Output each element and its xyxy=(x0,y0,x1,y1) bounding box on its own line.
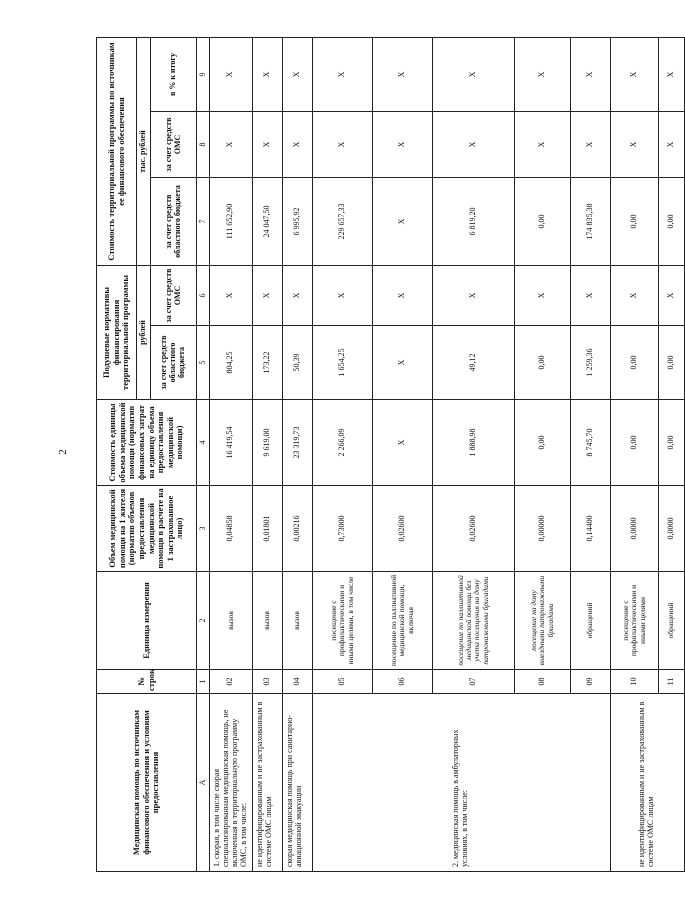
cost-budget-cell: 0,00 xyxy=(610,178,658,266)
header-cost-budget: за счет средств областного бюджета xyxy=(151,178,197,266)
cost-oms-cell: X xyxy=(210,112,253,178)
unit-cell: посещение с профилактическими и иными целями xyxy=(610,572,658,670)
table-row xyxy=(252,37,282,871)
index-cell: 4 xyxy=(197,400,210,486)
unit-cost-cell: 23 319,73 xyxy=(282,400,312,486)
unit-cell: посещение на дому выездными патронажными бригадами xyxy=(514,572,570,670)
header-thousand-rubles: тыс. рублей xyxy=(137,37,151,265)
unit-cost-cell: 0,00 xyxy=(610,400,658,486)
volume-cell: 0,02600 xyxy=(432,486,514,572)
norm-budget-cell: 0,00 xyxy=(610,326,658,400)
volume-cell: 0,14400 xyxy=(570,486,610,572)
row-number: 07 xyxy=(432,670,514,694)
cost-oms-cell: X xyxy=(252,112,282,178)
row-number: 05 xyxy=(312,670,372,694)
column-index-row xyxy=(197,37,210,871)
cost-budget-cell: 0,00 xyxy=(658,178,684,266)
percent-cell: X xyxy=(282,37,312,111)
table-row xyxy=(210,37,253,871)
header-cost-percent: в % к итогу xyxy=(151,37,197,111)
cost-budget-cell: 111 652,90 xyxy=(210,178,253,266)
percent-cell: X xyxy=(252,37,282,111)
volume-cell: 0,01801 xyxy=(252,486,282,572)
unit-cost-cell: 1 888,98 xyxy=(432,400,514,486)
norm-oms-cell: X xyxy=(514,266,570,326)
percent-cell: X xyxy=(610,37,658,111)
unit-cell: посещение по паллиативной медицинской помощи без учета посещения на дому патронажными бригадами xyxy=(432,572,514,670)
cost-oms-cell: X xyxy=(282,112,312,178)
unit-cost-cell: 0,00 xyxy=(514,400,570,486)
unit-cost-cell: 9 619,00 xyxy=(252,400,282,486)
row-number: 09 xyxy=(570,670,610,694)
percent-cell: X xyxy=(372,37,432,111)
service-name: не идентифицированным и не застрахованным в системе ОМС лицам xyxy=(610,694,684,872)
index-cell: 1 xyxy=(197,670,210,694)
header-norm-oms: за счет средств ОМС xyxy=(151,266,197,326)
index-cell: 8 xyxy=(197,112,210,178)
header-row-number: № строк xyxy=(97,670,197,694)
row-number: 10 xyxy=(610,670,658,694)
cost-oms-cell: X xyxy=(372,112,432,178)
header-unit-cost: Стоимость единицы объема медицинской помощи (норматив финансовых затрат на единицу объема предоставления медицинской помощи) xyxy=(97,400,197,486)
page-number: 2 xyxy=(57,449,69,455)
service-name: 1. скорая, в том числе скорая специализированная медицинская помощь, не включенная в территориальную программу ОМС, в том числе: xyxy=(210,694,253,872)
cost-budget-cell: 6 819,20 xyxy=(432,178,514,266)
norm-oms-cell: X xyxy=(372,266,432,326)
service-name: скорая медицинская помощь при санитарно-авиационной эвакуации xyxy=(282,694,312,872)
percent-cell: X xyxy=(658,37,684,111)
row-number: 08 xyxy=(514,670,570,694)
norm-budget-cell: 49,12 xyxy=(432,326,514,400)
service-name: 2. медицинская помощь в амбулаторных условиях, в том числе: xyxy=(312,694,610,872)
cost-oms-cell: X xyxy=(514,112,570,178)
unit-cell: вызов xyxy=(282,572,312,670)
cost-budget-cell: 229 657,33 xyxy=(312,178,372,266)
unit-cell: обращений xyxy=(570,572,610,670)
cost-oms-cell: X xyxy=(312,112,372,178)
cost-budget-cell: 6 995,92 xyxy=(282,178,312,266)
cost-budget-cell: 174 835,38 xyxy=(570,178,610,266)
norm-oms-cell: X xyxy=(570,266,610,326)
percent-cell: X xyxy=(312,37,372,111)
volume-cell: 0,02600 xyxy=(372,486,432,572)
cost-budget-cell: 24 047,50 xyxy=(252,178,282,266)
norm-budget-cell: 173,22 xyxy=(252,326,282,400)
unit-cost-cell: 2 266,09 xyxy=(312,400,372,486)
header-per-capita-norms: Подушевые нормативы финансирования территориальной программы xyxy=(97,266,137,400)
norm-oms-cell: X xyxy=(252,266,282,326)
index-cell: 7 xyxy=(197,178,210,266)
row-number: 06 xyxy=(372,670,432,694)
cost-budget-cell: 0,00 xyxy=(514,178,570,266)
row-number: 02 xyxy=(210,670,253,694)
cost-oms-cell: X xyxy=(658,112,684,178)
table-row xyxy=(312,37,372,871)
header-cost-oms: за счет средств ОМС xyxy=(151,112,197,178)
volume-cell: 0,0000 xyxy=(658,486,684,572)
row-number: 11 xyxy=(658,670,684,694)
cost-oms-cell: X xyxy=(432,112,514,178)
header-norm-budget: за счет средств областного бюджета xyxy=(151,326,197,400)
unit-cost-cell: 16 419,54 xyxy=(210,400,253,486)
norm-budget-cell: 0,00 xyxy=(514,326,570,400)
norm-budget-cell: 1 654,25 xyxy=(312,326,372,400)
norm-budget-cell: 0,00 xyxy=(658,326,684,400)
unit-cost-cell: X xyxy=(372,400,432,486)
cost-oms-cell: X xyxy=(570,112,610,178)
norm-oms-cell: X xyxy=(432,266,514,326)
norm-budget-cell: 804,25 xyxy=(210,326,253,400)
index-cell: 9 xyxy=(197,37,210,111)
index-cell: 6 xyxy=(197,266,210,326)
table-row xyxy=(610,37,658,871)
norm-oms-cell: X xyxy=(282,266,312,326)
rotated-table-container xyxy=(96,38,676,872)
percent-cell: X xyxy=(210,37,253,111)
unit-cost-cell: 8 745,70 xyxy=(570,400,610,486)
percent-cell: X xyxy=(570,37,610,111)
header-rubles: рублей xyxy=(137,266,151,400)
norm-oms-cell: X xyxy=(210,266,253,326)
volume-cell: 0,73000 xyxy=(312,486,372,572)
index-cell: 5 xyxy=(197,326,210,400)
unit-cell: вызов xyxy=(210,572,253,670)
unit-cell: посещение по паллиативной медицинской помощи, включая xyxy=(372,572,432,670)
header-unit: Единица измерения xyxy=(97,572,197,670)
service-name: не идентифицированным и не застрахованным в системе ОМС лицам xyxy=(252,694,282,872)
percent-cell: X xyxy=(514,37,570,111)
volume-cell: 0,00000 xyxy=(514,486,570,572)
program-cost-table xyxy=(96,37,685,872)
unit-cell: вызов xyxy=(252,572,282,670)
norm-budget-cell: X xyxy=(372,326,432,400)
header-program-cost: Стоимость территориальной программы по источникам ее финансового обеспечения xyxy=(97,37,137,265)
index-cell: 2 xyxy=(197,572,210,670)
norm-budget-cell: 50,39 xyxy=(282,326,312,400)
percent-cell: X xyxy=(432,37,514,111)
cost-budget-cell: X xyxy=(372,178,432,266)
row-number: 04 xyxy=(282,670,312,694)
unit-cost-cell: 0,00 xyxy=(658,400,684,486)
index-cell: А xyxy=(197,694,210,872)
norm-oms-cell: X xyxy=(312,266,372,326)
volume-cell: 0,04858 xyxy=(210,486,253,572)
row-number: 03 xyxy=(252,670,282,694)
norm-oms-cell: X xyxy=(610,266,658,326)
header-service: Медицинская помощь по источникам финансового обеспечения и условиям предоставления xyxy=(97,694,197,872)
index-cell: 3 xyxy=(197,486,210,572)
norm-oms-cell: X xyxy=(658,266,684,326)
volume-cell: 0,0000 xyxy=(610,486,658,572)
unit-cell: обращений xyxy=(658,572,684,670)
norm-budget-cell: 1 259,36 xyxy=(570,326,610,400)
volume-cell: 0,00216 xyxy=(282,486,312,572)
header-volume: Объем медицинской помощи на 1 жителя (норматив объемов предоставления медицинской помощи в расчете на 1 застрахованное лицо) xyxy=(97,486,197,572)
cost-oms-cell: X xyxy=(610,112,658,178)
table-row xyxy=(282,37,312,871)
unit-cell: посещение с профилактическими и иными целями, в том числе xyxy=(312,572,372,670)
